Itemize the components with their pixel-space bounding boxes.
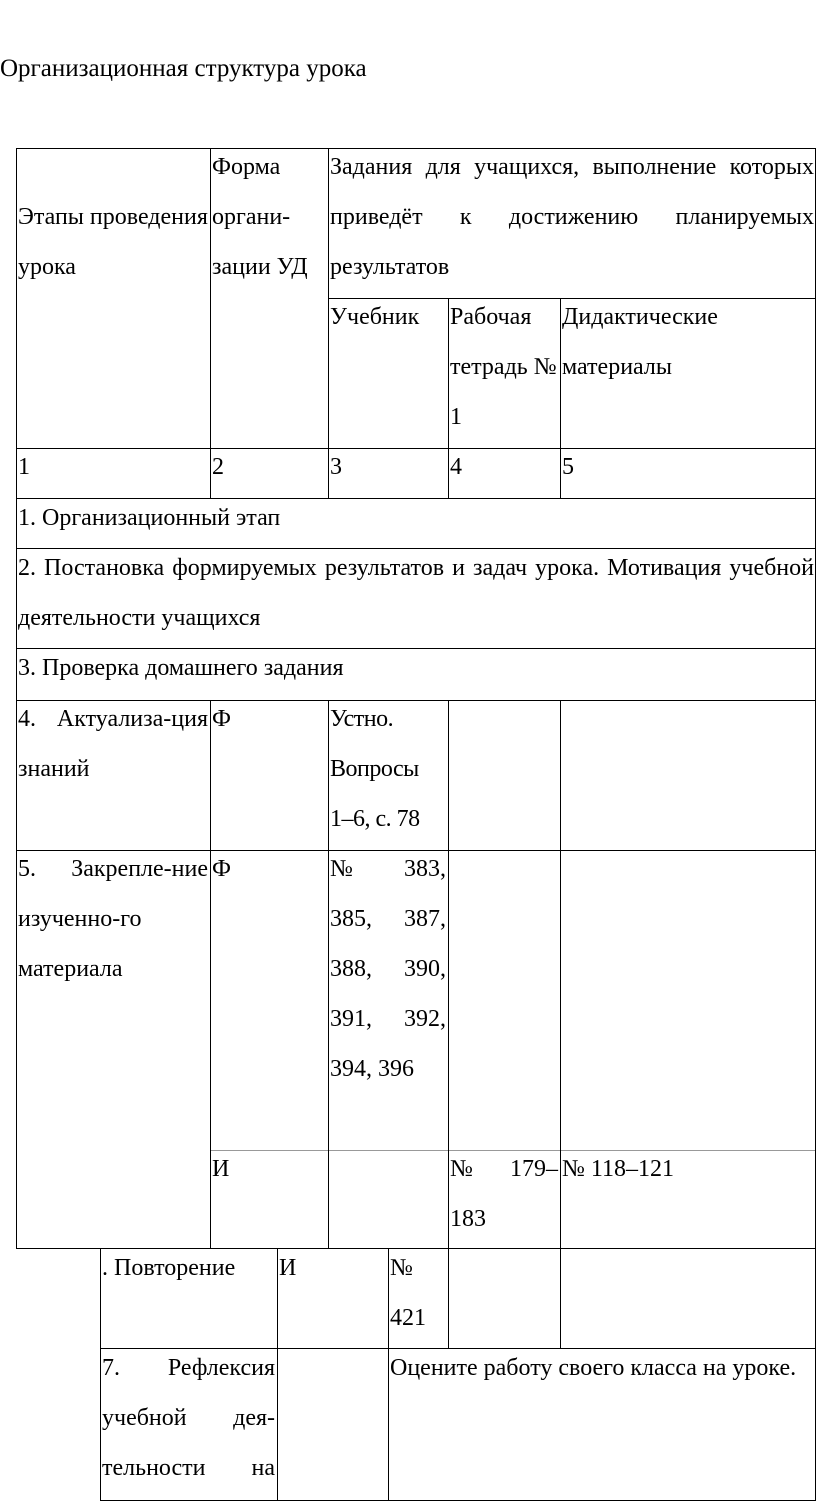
row-repetition-form: И [279, 1255, 297, 1281]
header-textbook: Учебник [330, 304, 420, 330]
row-actualization-stage: 4. Актуализа-ция знаний [18, 706, 208, 782]
header-stages: Этапы проведения урока [18, 204, 208, 280]
col-number-1: 1 [18, 454, 30, 480]
row-homework-check: 3. Проверка домашнего задания [18, 655, 344, 681]
row-actualization-form: Ф [212, 706, 231, 732]
row-repetition-textbook: № 421 [390, 1255, 426, 1331]
col-number-2: 2 [212, 454, 224, 480]
row-consolidation-didactic: № 118–121 [562, 1156, 675, 1182]
row-repetition-stage: . Повторение [102, 1255, 236, 1281]
row-consolidation-workbook: № 179–183 [450, 1156, 558, 1232]
row-actualization-textbook: Устно. Вопросы 1–6, с. 78 [330, 706, 420, 832]
row-consolidation-stage: 5. Закрепле-ние изученно-го материала [18, 856, 208, 982]
col-number-3: 3 [330, 454, 342, 480]
col-number-4: 4 [450, 454, 462, 480]
row-reflection-tasks: Оцените работу своего класса на уроке. [390, 1355, 797, 1381]
row-consolidation-form: Ф [212, 856, 231, 882]
header-workbook: Рабочая тетрадь № 1 [450, 304, 557, 430]
page-title: Организационная структура урока [0, 55, 367, 82]
row-goal-setting: 2. Постановка формируемых результатов и задач урока. Мотивация учебной деятельности учащихся [18, 555, 814, 631]
row-consolidation-textbook: № 383, 385, 387, 388, 390, 391, 392, 394, 396 [330, 856, 446, 1082]
header-didactic: Дидактические материалы [562, 304, 718, 380]
row-reflection-stage: 7. Рефлексия учебной дея-тельности на [102, 1355, 275, 1481]
row-organizational-stage: 1. Организационный этап [18, 505, 281, 531]
col-number-5: 5 [562, 454, 574, 480]
row-consolidation-form-individual: И [212, 1156, 230, 1182]
header-tasks: Задания для учащихся, выполнение которых приведёт к достижению планируемых результатов [330, 154, 814, 280]
header-form: Форма органи-зации УД [212, 154, 308, 280]
